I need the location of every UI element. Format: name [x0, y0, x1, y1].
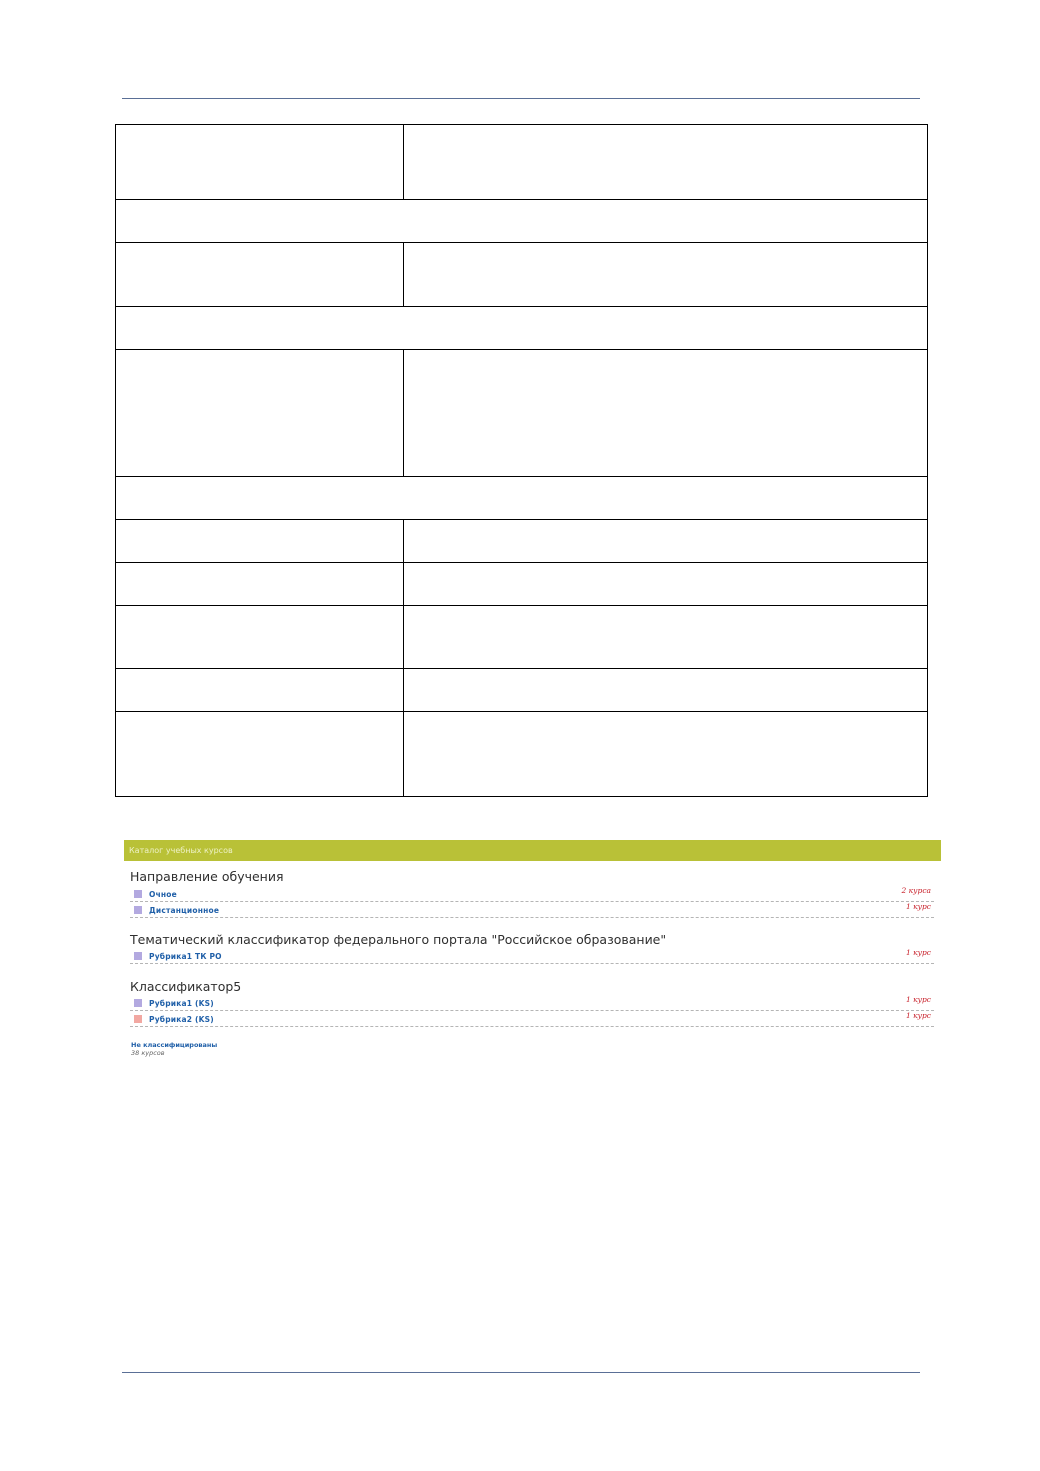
rubric-link[interactable]: Дистанционное: [149, 906, 220, 915]
table-cell: [116, 307, 928, 350]
table-row: [116, 350, 928, 477]
catalog-section-direction: [124, 869, 941, 918]
list-item[interactable]: [130, 948, 934, 964]
unclassified-block: [124, 1027, 941, 1057]
empty-form-table: [115, 124, 928, 797]
course-count: 1 курс: [906, 995, 931, 1004]
course-count: 1 курс: [906, 902, 931, 911]
course-count: 1 курс: [906, 948, 931, 957]
table-cell: [404, 712, 928, 797]
list-item[interactable]: [130, 1011, 934, 1027]
table-cell: [116, 563, 404, 606]
table-row: [116, 712, 928, 797]
table-cell: [116, 200, 928, 243]
table-row: [116, 243, 928, 307]
table-row: [116, 669, 928, 712]
table-cell: [116, 125, 404, 200]
table-cell: [116, 712, 404, 797]
table-cell: [116, 606, 404, 669]
table-cell: [404, 669, 928, 712]
header-rule: [122, 98, 920, 99]
rubric-link[interactable]: Рубрика1 (KS): [149, 999, 214, 1008]
table-row: [116, 520, 928, 563]
table-row: [116, 563, 928, 606]
rubric-square-icon: [134, 906, 142, 914]
unclassified-link[interactable]: Не классифицированы: [131, 1041, 218, 1049]
table-cell: [404, 243, 928, 307]
list-item[interactable]: [130, 902, 934, 918]
footer-rule: [122, 1372, 920, 1373]
section-title: Классификатор5: [130, 979, 242, 994]
rubric-square-icon: [134, 999, 142, 1007]
course-count: 1 курс: [906, 1011, 931, 1020]
catalog-section-classifier5: [124, 979, 941, 1027]
rubric-square-icon: [134, 1015, 142, 1023]
section-title: Направление обучения: [130, 869, 284, 884]
table-row: [116, 606, 928, 669]
rubric-square-icon: [134, 952, 142, 960]
table-cell: [404, 350, 928, 477]
list-item[interactable]: [130, 886, 934, 902]
table-cell: [404, 563, 928, 606]
table-cell: [116, 477, 928, 520]
rubric-square-icon: [134, 890, 142, 898]
table-cell: [116, 669, 404, 712]
table-cell: [404, 125, 928, 200]
rubric-link[interactable]: Рубрика2 (KS): [149, 1015, 214, 1024]
table-cell: [116, 520, 404, 563]
table-row: [116, 125, 928, 200]
list-item[interactable]: [130, 995, 934, 1011]
table-cell: [404, 520, 928, 563]
table-row: [116, 477, 928, 520]
table-cell: [404, 606, 928, 669]
table-cell: [116, 243, 404, 307]
course-catalog-screenshot: [124, 840, 941, 1057]
table-cell: [116, 350, 404, 477]
rubric-link[interactable]: Рубрика1 ТК РО: [149, 952, 222, 961]
catalog-header: Каталог учебных курсов: [124, 840, 941, 861]
rubric-link[interactable]: Очное: [149, 890, 177, 899]
section-title: Тематический классификатор федерального портала "Российское образование": [130, 932, 667, 947]
unclassified-count: 38 курсов: [131, 1049, 165, 1057]
course-count: 2 курса: [901, 886, 931, 895]
catalog-section-thematic: [124, 932, 941, 964]
table-row: [116, 307, 928, 350]
table-row: [116, 200, 928, 243]
